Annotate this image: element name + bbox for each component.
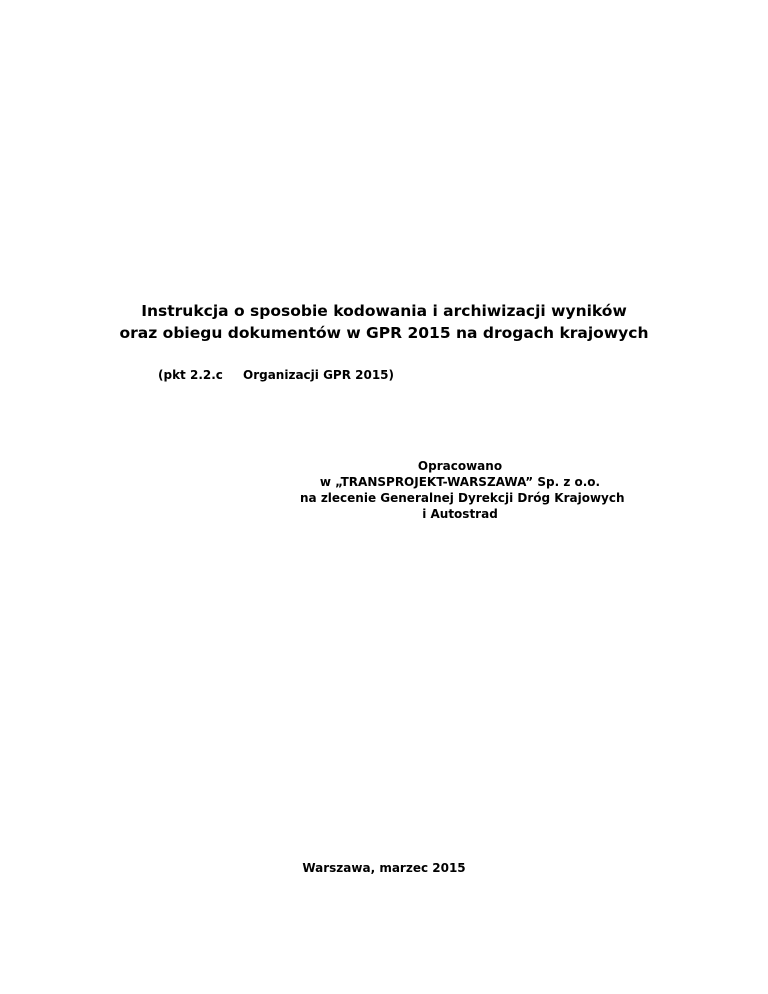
- title-line-2: oraz obiegu dokumentów w GPR 2015 na drogach krajowych: [119, 324, 649, 342]
- place-and-date: Warszawa, marzec 2015: [302, 861, 466, 875]
- prepared-by-line-4: i Autostrad: [422, 507, 498, 521]
- prepared-by-line-3: na zlecenie Generalnej Dyrekcji Dróg Krajowych: [300, 491, 625, 505]
- document-title: [0, 300, 768, 344]
- prepared-by-line-1: Opracowano: [417, 459, 503, 473]
- prepared-by-line-2: w „TRANSPROJEKT-WARSZAWA” Sp. z o.o.: [319, 475, 601, 489]
- reference-line: [158, 367, 395, 383]
- reference-point: (pkt 2.2.c: [158, 368, 223, 382]
- title-line-1: Instrukcja o sposobie kodowania i archiwizacji wyników: [141, 302, 627, 320]
- prepared-by-block: [300, 458, 625, 522]
- reference-source: Organizacji GPR 2015): [243, 368, 395, 382]
